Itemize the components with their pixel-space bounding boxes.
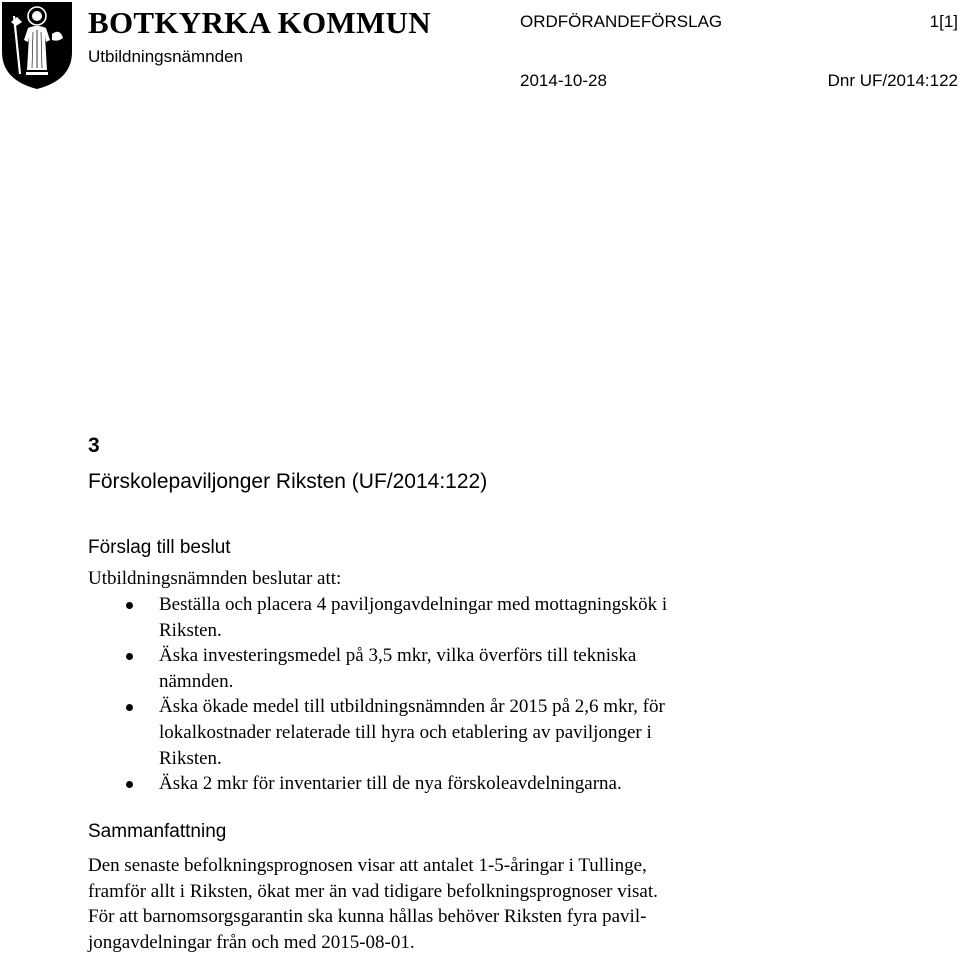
document-type: ORDFÖRANDEFÖRSLAG bbox=[520, 12, 723, 31]
list-item-text: Riksten. bbox=[159, 747, 222, 769]
list-item-text: Äska investeringsmedel på 3,5 mkr, vilka överförs till tekniska bbox=[159, 645, 637, 667]
proposal-heading: Förslag till beslut bbox=[88, 537, 231, 558]
list-item-text: nämnden. bbox=[159, 670, 234, 692]
coat-of-arms-icon bbox=[0, 0, 74, 90]
organization-name: BOTKYRKA KOMMUN bbox=[88, 5, 431, 40]
proposal-list bbox=[88, 592, 788, 797]
list-item bbox=[88, 643, 788, 694]
summary-paragraph bbox=[88, 853, 808, 955]
page-title: Förskolepaviljonger Riksten (UF/2014:122) bbox=[88, 470, 488, 493]
bullet-icon bbox=[126, 781, 133, 788]
document-reference-number: Dnr UF/2014:122 bbox=[827, 71, 958, 90]
summary-line: jongavdelningar från och med 2015-08-01. bbox=[88, 931, 415, 953]
list-item bbox=[88, 771, 788, 797]
list-item-text: Riksten. bbox=[159, 619, 222, 641]
organization-unit: Utbildningsnämnden bbox=[88, 47, 243, 66]
bullet-icon bbox=[126, 653, 133, 660]
list-item-text: lokalkostnader relaterade till hyra och etablering av paviljonger i bbox=[159, 721, 652, 743]
list-item bbox=[88, 592, 788, 643]
list-item bbox=[88, 694, 788, 771]
summary-line: För att barnomsorgsgarantin ska kunna hållas behöver Riksten fyra pavil- bbox=[88, 906, 647, 928]
list-item-text: Äska 2 mkr för inventarier till de nya förskoleavdelningarna. bbox=[159, 773, 622, 795]
list-item-text: Äska ökade medel till utbildningsnämnden år 2015 på 2,6 mkr, för bbox=[159, 696, 665, 718]
page-number: 1[1] bbox=[929, 12, 958, 31]
proposal-intro: Utbildningsnämnden beslutar att: bbox=[88, 568, 342, 589]
summary-line: Den senaste befolkningsprognosen visar att antalet 1-5-åringar i Tullinge, bbox=[88, 855, 647, 876]
bullet-icon bbox=[126, 704, 133, 711]
list-item-text: Beställa och placera 4 paviljongavdelningar med mottagningskök i bbox=[159, 594, 668, 615]
summary-line: framför allt i Riksten, ökat mer än vad tidigare befolkningsprognoser visat. bbox=[88, 880, 658, 902]
document-date: 2014-10-28 bbox=[520, 71, 607, 90]
agenda-item-number: 3 bbox=[88, 434, 100, 457]
bullet-icon bbox=[126, 602, 133, 609]
summary-heading: Sammanfattning bbox=[88, 821, 227, 842]
